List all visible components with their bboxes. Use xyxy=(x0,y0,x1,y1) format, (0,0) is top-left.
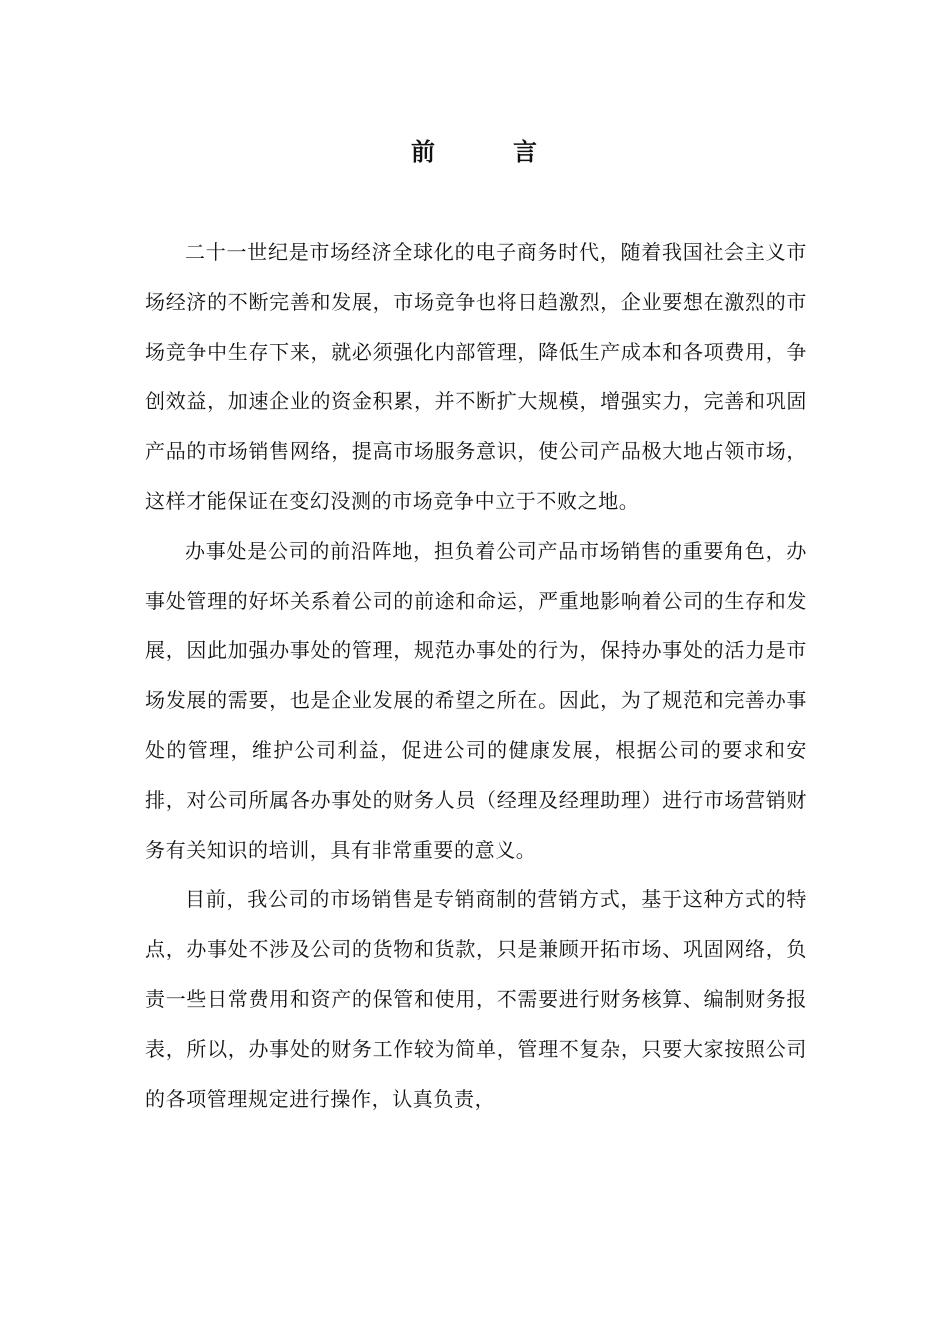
title-char-1: 前 xyxy=(411,137,437,166)
page-title xyxy=(0,134,950,170)
title-char-2: 言 xyxy=(513,137,539,166)
paragraph-1: 二十一世纪是市场经济全球化的电子商务时代，随着我国社会主义市场经济的不断完善和发展，市场竞争也将日趋激烈，企业要想在激烈的市场竞争中生存下来，就必须强化内部管理，降低生产成本和各项费用，争创效益，加速企业的资金积累，并不断扩大规模，增强实力，完善和巩固产品的市场销售网络，提高市场服务意识，使公司产品极大地占领市场，这样才能保证在变幻没测的市场竞争中立于不败之地。 xyxy=(145,240,807,513)
paragraph-2: 办事处是公司的前沿阵地，担负着公司产品市场销售的重要角色，办事处管理的好坏关系着公司的前途和命运，严重地影响着公司的生存和发展，因此加强办事处的管理，规范办事处的行为，保持办事处的活力是市场发展的需要，也是企业发展的希望之所在。因此，为了规范和完善办事处的管理，维护公司利益，促进公司的健康发展，根据公司的要求和安排，对公司所属各办事处的财务人员（经理及经理助理）进行市场营销财务有关知识的培训，具有非常重要的意义。 xyxy=(145,538,807,862)
paragraph-3: 目前，我公司的市场销售是专销商制的营销方式，基于这种方式的特点，办事处不涉及公司的货物和货款，只是兼顾开拓市场、巩固网络，负责一些日常费用和资产的保管和使用，不需要进行财务核算、编制财务报表，所以，办事处的财务工作较为简单，管理不复杂，只要大家按照公司的各项管理规定进行操作，认真负责， xyxy=(145,887,807,1111)
document-body xyxy=(145,228,807,1124)
